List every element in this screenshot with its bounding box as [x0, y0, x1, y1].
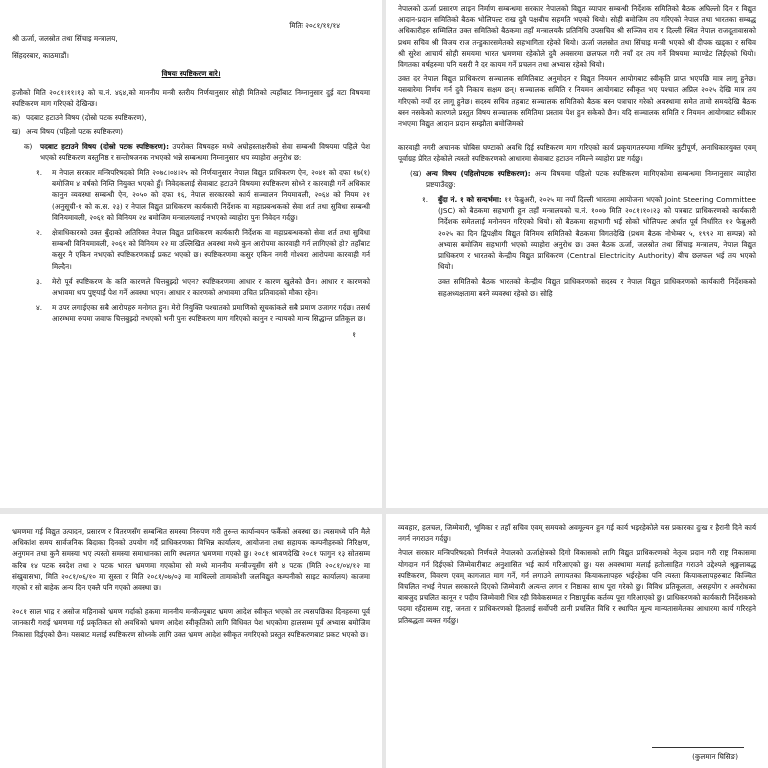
list-marker: क)	[12, 113, 21, 123]
list-text: पदबाट हटाउने विषय (दोस्रो पटक स्पष्टिकरण),	[26, 113, 147, 123]
recipient-line-1: श्री ऊर्जा, जलस्रोत तथा सिंचाइ मन्त्रालय,	[12, 34, 118, 44]
page-number: १	[352, 329, 356, 339]
signature-line	[652, 747, 744, 748]
letter-page-3	[0, 514, 382, 768]
recipient-line-2: सिंहदरबार, काठमाडौं।	[12, 51, 69, 61]
point-text: म उपर लगाईएका सबै आरोपहरु मनोगत हुन। मेरो नियुक्ति पश्चातको प्रमाणिको सूचकांकले सबै प्रमाण उजागर गर्दछ। तसर्थ आरम्भमा रुपमा जवाफ चित्तबुझ्दो नभएको भनी पुनः स्पष्टिकरण माग गरिएको कानुन र न्यायको मान्य सिद्धान्त प्रतिकूल छ।	[52, 303, 370, 324]
list-item	[12, 112, 370, 123]
signatory-name: (कुलमान घिसिङ)	[692, 752, 738, 761]
point-title: बुँदा नं. १ को सन्दर्भमा:	[438, 195, 502, 205]
point-number: १.	[36, 168, 43, 178]
section-kha-title: अन्य विषय (पहिलोपटक स्पष्टिकरण):	[426, 168, 531, 178]
list-text: अन्य विषय (पहिलो पटक स्पष्टिकरण)	[26, 127, 124, 137]
letter-page-4	[386, 514, 768, 768]
point-number: ४.	[36, 303, 43, 313]
page2-paragraph-2: उक्त दर नेपाल विद्युत प्राधिकरण सञ्चालक समितिबाट अनुमोदन र विद्युत नियमन आयोगबाट स्वीकृति प्राप्त भएपछि मात्र लागू हुनेछ। यसबारेमा निर्णय गर्न दुवै निकाय सक्षम छन्। सञ्चालक समिति र नियमन आयोगबाट स्वीकृत भए पश्चात अप्रिल २०२५ देखि मात्र तय गरिएको नयाँ दर लागू हुनेछ। सदस्य सचिव तहबाट सञ्चालक समितिको बैठक बस्न पत्राचार गरेको अवस्थामा समेत तामो समयदेखि बैठक बस्न नसकेको कारणले प्रस्तुत विषय सञ्चालक समितिमा प्रस्ताव पेश हुन सकेको छैन। यदि सञ्चालक समिति र नियमन आयोगबाट स्वीकार नभएमा विद्युत आदान प्रदान सम्झौता बमोजिमको	[398, 74, 756, 129]
letter-date: मितिः २०८१/११/१४	[289, 21, 340, 30]
numbered-point	[398, 194, 756, 272]
numbered-point	[12, 302, 370, 324]
point-text: क्षेत्राधिकारको उक्त बुँदाको अतिरिक्त नेपाल विद्युत प्राधिकरण कार्यकारी निर्देशक वा महाप्रबन्धकको सेवा शर्त तथा सुविधा सम्बन्धी विनियमावली, २०६१ को विनियम २२ मा उल्लिखित अवस्था मध्ये कुन आरोपमा कारवाही गर्न लागिएको हो? तहाँबाट कसुर नै एकिन नभएको स्पष्टिकरणकाई प्रकट भएको छ। स्पष्टिकरणमा कसुर एकिन नगरी गोश्वरा आरोपमा कारवाही गर्न मिल्दैन।	[52, 228, 370, 271]
numbered-point	[12, 276, 370, 298]
point-number: २.	[36, 228, 43, 238]
point-text: मेरो पूर्व स्पष्टिकरण के कति कारणले चित्तबुझ्दो भएन? स्पष्टिकरणमा आधार र कारण खुलेको छैन। आधार र कारणको अभावमा थप पुष्ट्याईं पेश गर्ने अवस्था भएन। आधार र कारणको अभावमा उचित प्रतिवादको मौका रहेन।	[52, 276, 370, 298]
letter-page-1	[0, 0, 382, 508]
page2-paragraph-3: कारवाही नगरी अचानक चोबिस घण्टाको अवधि दिई स्पष्टिकरण माग गरिएको कार्य प्रकृयागतरुपमा गम्भिर त्रुटीपूर्ण, अनाधिकारयुक्त एवम् पूर्वाग्रह प्रेरित रहेकोले त्यस्तो स्पष्टिकरणको आधारमा सेवाबाट हटाउन नमिल्ने व्याहोरा प्रष्ट गर्दछु।	[398, 143, 756, 164]
point-number: ३.	[36, 276, 43, 286]
intro-paragraph: हजौको मिति २०८१।११।१३ को च.नं. ४६४,को माननीय मन्त्री स्तरीय निर्णयानुसार सोही मितिको त्यहाँबाट निम्नानुसार दुई वटा विषयमा स्पष्टिकरण माग गरिएको देखिन्छ।	[12, 87, 370, 109]
page2-paragraph-1: नेपालको ऊर्जा प्रसारण लाइन निर्माण सम्बन्धमा सरकार नेपालको विद्युत व्यापार सम्बन्धी निर्देशक समितिको बैठक अघिल्लो दिन र विद्युत आदान-प्रदान समितिको बैठक भोलिपल्ट राख दुवै पक्षबीच सहमति भएको थियो। सोही बमोजिम तय गरिएको नेपाल तथा भारतका सम्बद्ध अधिकारीहरु सम्मिलित उक्त समितिको बैठकमा तहाँ मन्त्रालयकै प्रतिनिधि उपसचिव श्री सञ्जिव राय र दिल्ली स्थित नेपाल राजदूतावासको प्रथम सचिव श्री विजय राज तन्डुकारसमेतको सहभागिता रहेको थियो। ऊर्जा जलस्रोत तथा सिंचाइ मन्त्री भएको श्री दीपक खड्का र सचिव श्री सुरेश आचार्य सोही समयमा भारत भ्रमणमा रहेकोले दुवै अवसरमा छलफल गरी नयाँ दर तय गर्ने विषयमा म्याण्डेट लिईएको थियो। विगतका वर्षहरुमा पनि यसरी नै दर कायम गर्ने प्रचलन तथा अभ्यास रहेको थियो।	[398, 4, 756, 70]
letter-subject: विषयः स्पष्टिकरण बारे।	[161, 68, 221, 78]
list-marker: ख)	[12, 127, 21, 137]
page3-paragraph-2: २०८१ साल भाद्र र असोज महिनाको भ्रमण गर्दाको हकमा माननीय मन्त्रीज्यूबाट भ्रमण आदेश स्वीकृत भएको तर त्यसपछिका दिनहरुमा पूर्व जानकारी गराई भ्रमणमा गई प्रकृतिकत सो अवधिको भ्रमण आदेश स्वीकृतिको लागि विधिवत पेश भएकोमा हालसम्म पूर्व अभ्यास बमोजिम निकासा दिईएको छैन। यसबाट मलाई स्पष्टिकरण सोध्नके लागि उक्त भ्रमण आदेश स्वीकृत नगरिएको प्रस्तुत स्पष्टिकरणबाट प्रकट भएको छ।	[12, 607, 370, 639]
section-kha-marker: (ख)	[410, 168, 422, 178]
list-item	[12, 126, 370, 137]
section-ka-marker: क)	[24, 141, 33, 151]
letter-page-2	[386, 0, 768, 508]
point-number: १.	[422, 195, 429, 205]
page4-paragraph-1: व्यवहार, हलचल, जिम्मेवारी, भूमिका र तहाँ सचिव एवम् समयको अवमूल्यन हुन गई कार्य भइरहेकोले यस प्रकारका दुःख र हैरानी दिने कार्य नगर्न नगराउन गर्दछु।	[398, 523, 756, 544]
point-text: ११ फेब्रुअरी, २०२५ मा नयाँ दिल्ली भारतमा आयोजना भएको Joint Steering Committee (JSC) को बैठकमा सहभागी हुन तहाँ मन्त्रालयको च.नं. १००७ मिति २०८१।१०।२३ को पत्रबाट प्राधिकरणको कार्यकारी निर्देशक समेतलाई मनोनयन गरिएको थियो। सो बैठकमा सहभागी भई सोको भोलिपल्ट अर्थात पूर्व निर्धारित १२ फेब्रुअरी २०२५ का दिन द्विपक्षीय विद्युत विनिमय समितिको बैठकमा विगतदेखि (प्रथम बैठक नोभेम्बर ५, १९९२ मा सम्पन्न) को अभ्यास बमोजिम सहभागी भएको व्याहोरा अनुरोध छ। उक्त बैठक ऊर्जा, जलस्रोत तथा सिंचाइ मन्त्रालय, नेपाल विद्युत प्राधिकरण र भारतको केन्द्रीय विद्युत प्राधिकरण (Central Electricity Authority) बीच छलफल भई तय भएको थियो।	[438, 195, 756, 272]
page4-paragraph-2: नेपाल सरकार मन्त्रिपरिषदको निर्णयले नेपालको ऊर्जाक्षेत्रको दिगो विकासको लागि विद्युत प्राधिकरणको नेतृत्व प्रदान गरी राष्ट्र निकासमा योगदान गर्न दिईएको जिम्मेवारीबाट अनुशासित भई कार्य गरिआएको छु। यस अवस्थामा मलाई हतोत्साहित गराउने उद्देश्यले श्रृङ्खलाबद्ध स्पष्टिकरण, विवरण एवम् कागजात माग गर्ने, गर्न लगाउने लगायतका कियाकलापहरु भईरहेका पनि त्यस्ता कियाकलापहरुबाट किञ्चित विचलित नभई नेपाल सरकारले दिएको जिम्मेवारी अत्यन्त लगन र निष्ठाका साथ पूरा गरेको छु। विविध प्रतिकूलता, असहयोग र अवरोधका बाबजुद प्रचलित कानून र पदीय जिम्मेवारी भित्र रही विवेकसम्मत र निष्ठापूर्वक कर्तव्य पूरा गरिआएको छु। प्राधिकरणको कार्यकारी निर्देशकको पदमा रहँदासम्म राष्ट्र, जनता र प्राधिकरणको हितलाई सर्वोपरी ठानी प्रचलित विधि र स्थापित मूल्य मान्यतासमेतका आधारमा कार्य गरिरहने प्रतिबद्धता व्यक्त गर्दछु।	[398, 548, 756, 625]
point-text: म नेपाल सरकार मन्त्रिपरिषदको मिति २०७८।०४।२५ को निर्णयानुसार नेपाल विद्युत प्राधिकरण ऐन, २०४१ को दफा १७(१) बमोजिम ४ वर्षको निम्ति नियुक्त भएको हुँ। निवेदकलाई सेवाबाट हटाउने विषयमा स्पष्टिकरण सोध्ने र कारवाही गर्ने अधिकार कानुन व्यवस्था सम्बन्धी ऐन, २०५० को दफा १६, नेपाल सरकारको कार्य सञ्चालन नियमावली, २०६४ को नियम २१ (अनुसूची-१ को क.स. २३) र नेपाल विद्युत प्राधिकरण कार्यकारी निर्देशक वा महाप्रबन्धकको सेवा शर्त तथा सुविधा सम्बन्धी विनियमावली, २०६१ को विनियम २४ बमोजिम मन्त्रालयलाई नभएको व्याहोरा पुनः निवेदन गर्दछु।	[52, 168, 370, 222]
page3-paragraph-1: भ्रमणमा गई विद्युत उत्पादन, प्रसारण र वितरणसँग सम्बन्धित समस्या निरुपण गरी तुरुन्त कार्यान्वयन फर्कैको अवस्था छ। त्यसमध्ये पनि मैले अधिकांश समय सार्वजनिक बिदाका दिनको उपयोग गर्दै प्राधिकरणका विभिन्न कार्यालय, आयोजना तथा सहायक कम्पनीहरुको निरिक्षण, अनुगमन तथा कुनै समस्या भए त्यस्तो समस्या समाधानका लागि स्थलगत भ्रमणमा गएको छु। २०८१ श्रावणदेखि २०८१ फागुन १३ सोतसम्म करिब १४ पटक स्वदेश तथा २ पटक भारत भ्रमणमा गएकोमा सो मध्ये माननीय मन्त्रीज्यूसँग संगै ४ पटक (मिति २०८१/०४/१२ मा संखुवासभा, मिति २०८१/०६/१० मा सुस्ता र मिति २०८१/०७/०३ मा माथिल्लो तामाकोशी जलविद्युत कम्पनीको साइट कार्यालय) काजमा गएको र सो बाहेक अन्य दिन एक्लै पनि गएको अवस्था छ।	[12, 527, 370, 593]
section-kha-body: अन्य विषयमा पहिलो पटक स्पष्टिकरण मागिएकोमा सम्बन्धमा निम्नानुसार व्याहोरा प्रष्टयाउँदछु:	[426, 168, 756, 189]
numbered-point	[12, 167, 370, 223]
section-ka-body: उपरोक्त विषयहरु मध्ये अघोहस्ताक्षरीको सेवा सम्बन्धी विषयमा पहिले पेश भएको स्पष्टिकरण वस्तुनिष्ठ र सन्तोषजनक नभएको भन्ने सम्बन्धमा निम्नानुसार थप व्याहोरा अनुरोध छ:	[40, 141, 370, 162]
numbered-point	[12, 227, 370, 272]
section-kha	[398, 168, 756, 190]
section-ka-title: पदबाट हटाउने विषय (दोस्रो पटक स्पष्टिकरण):	[40, 141, 169, 151]
page2-paragraph-4: उक्त समितिको बैठक भारतको केन्द्रीय विद्युत प्राधिकरणको सदस्य र नेपाल विद्युत प्राधिकरणको कार्यकारी निर्देशकको सहअध्यक्षतामा बस्ने व्यवस्था रहेको छ। सोहि	[438, 277, 756, 298]
section-ka	[12, 141, 370, 163]
